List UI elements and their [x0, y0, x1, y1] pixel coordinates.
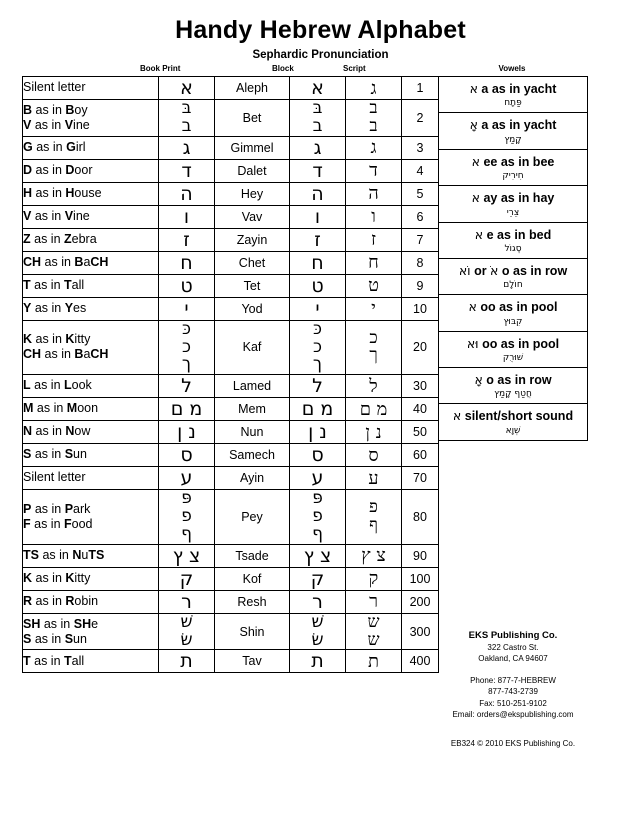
table-row: [23, 567, 439, 590]
column-header-book-print: Book Print: [140, 64, 181, 73]
table-row: [23, 136, 439, 159]
letter-block-cell: ו: [290, 205, 346, 228]
letter-script-cell: נ ן: [346, 421, 402, 444]
letter-numeric-value-cell: 6: [402, 205, 439, 228]
letter-name-cell: Shin: [215, 613, 290, 650]
letter-block-cell: א: [290, 77, 346, 100]
letter-sound-cell: S as in Sun: [23, 444, 159, 467]
letter-block-cell: ת: [290, 650, 346, 673]
letter-script-cell: כ ך: [346, 320, 402, 375]
letter-script-cell: ל: [346, 375, 402, 398]
vowel-row: [439, 113, 587, 149]
table-row: [23, 100, 439, 137]
table-row: [23, 544, 439, 567]
letter-name-cell: Pey: [215, 490, 290, 545]
letter-script-cell: ט: [346, 274, 402, 297]
table-row: [23, 228, 439, 251]
vowel-name: סֶגוֹל: [504, 243, 522, 254]
letter-numeric-value-cell: 400: [402, 650, 439, 673]
column-header-vowels: Vowels: [498, 64, 526, 73]
letter-name-cell: Gimmel: [215, 136, 290, 159]
vowels-table: [438, 76, 588, 441]
table-row: [23, 274, 439, 297]
letter-sound-cell: K as in Kitty CH as in BaCH: [23, 320, 159, 375]
letter-block-cell: ל: [290, 375, 346, 398]
vowel-row: [439, 295, 587, 331]
table-row: [23, 590, 439, 613]
vowel-sound: א oo as in pool: [468, 299, 558, 315]
letter-numeric-value-cell: 50: [402, 421, 439, 444]
letter-script-cell: י: [346, 297, 402, 320]
letter-block-cell: ח: [290, 251, 346, 274]
letter-book-print-cell: ד: [159, 159, 215, 182]
letter-numeric-value-cell: 300: [402, 613, 439, 650]
letter-block-cell: כּ כ ך: [290, 320, 346, 375]
table-row: [23, 613, 439, 650]
letter-book-print-cell: ל: [159, 375, 215, 398]
letter-block-cell: ג: [290, 136, 346, 159]
letter-book-print-cell: ג: [159, 136, 215, 159]
letter-sound-cell: H as in House: [23, 182, 159, 205]
letter-book-print-cell: ס: [159, 444, 215, 467]
letter-name-cell: Zayin: [215, 228, 290, 251]
letter-sound-cell: T as in Tall: [23, 274, 159, 297]
vowel-name: חִירִיק: [502, 171, 524, 182]
vowel-sound: אָ a as in yacht: [469, 117, 557, 133]
letter-sound-cell: G as in Girl: [23, 136, 159, 159]
letter-book-print-cell: ר: [159, 590, 215, 613]
letter-sound-cell: V as in Vine: [23, 205, 159, 228]
letter-numeric-value-cell: 2: [402, 100, 439, 137]
letter-numeric-value-cell: 20: [402, 320, 439, 375]
letter-numeric-value-cell: 100: [402, 567, 439, 590]
table-row: [23, 159, 439, 182]
letter-script-cell: פ ף: [346, 490, 402, 545]
letter-book-print-cell: ה: [159, 182, 215, 205]
letter-name-cell: Chet: [215, 251, 290, 274]
letter-script-cell: ה: [346, 182, 402, 205]
letter-sound-cell: CH as in BaCH: [23, 251, 159, 274]
table-row: [23, 650, 439, 673]
vowel-row: [439, 77, 587, 113]
vowel-sound: אָ o as in row: [474, 372, 552, 387]
publisher-phone-alt: 877-743-2739: [488, 687, 538, 697]
letter-book-print-cell: י: [159, 297, 215, 320]
letter-numeric-value-cell: 5: [402, 182, 439, 205]
letter-sound-cell: R as in Robin: [23, 590, 159, 613]
letter-block-cell: ע: [290, 467, 346, 490]
letter-numeric-value-cell: 3: [402, 136, 439, 159]
letter-script-cell: ס: [346, 444, 402, 467]
letter-script-cell: ר: [346, 590, 402, 613]
publisher-address-line2: Oakland, CA 94607: [478, 653, 548, 663]
letter-name-cell: Hey: [215, 182, 290, 205]
letter-book-print-cell: ז: [159, 228, 215, 251]
letter-name-cell: Ayin: [215, 467, 290, 490]
alphabet-table: [22, 76, 439, 673]
letter-sound-cell: M as in Moon: [23, 398, 159, 421]
publisher-email: Email: orders@ekspublishing.com: [452, 710, 574, 720]
letter-block-cell: צ ץ: [290, 544, 346, 567]
vowel-name: חֲטַף קָמַץ: [494, 389, 532, 400]
letter-block-cell: פּ פ ף: [290, 490, 346, 545]
column-header-block: Block: [272, 64, 294, 73]
letter-script-cell: ק: [346, 567, 402, 590]
letter-script-cell: מ ם: [346, 398, 402, 421]
vowel-sound: א silent/short sound: [452, 408, 574, 424]
publisher-code: EB324 © 2010 EKS Publishing Co.: [450, 738, 576, 748]
letter-name-cell: Samech: [215, 444, 290, 467]
letter-script-cell: ח: [346, 251, 402, 274]
table-row: [23, 467, 439, 490]
letter-numeric-value-cell: 30: [402, 375, 439, 398]
column-header-script: Script: [343, 64, 366, 73]
publisher-fax: Fax: 510-251-9102: [479, 698, 547, 708]
letter-script-cell: ז: [346, 228, 402, 251]
letter-script-cell: ע: [346, 467, 402, 490]
letter-sound-cell: SH as in SHe S as in Sun: [23, 613, 159, 650]
letter-block-cell: שׁ שׂ: [290, 613, 346, 650]
letter-book-print-cell: נ ן: [159, 421, 215, 444]
letter-numeric-value-cell: 40: [402, 398, 439, 421]
letter-name-cell: Lamed: [215, 375, 290, 398]
letter-sound-cell: Z as in Zebra: [23, 228, 159, 251]
letter-script-cell: ד: [346, 159, 402, 182]
letter-script-cell: צ ץ: [346, 544, 402, 567]
letter-name-cell: Bet: [215, 100, 290, 137]
vowel-sound: א e as in bed: [474, 226, 552, 242]
table-row: [23, 320, 439, 375]
vowel-sound: א a as in yacht: [469, 81, 557, 96]
letter-name-cell: Mem: [215, 398, 290, 421]
letter-sound-cell: L as in Look: [23, 375, 159, 398]
letter-name-cell: Yod: [215, 297, 290, 320]
column-headers: [22, 64, 432, 76]
vowel-row: [439, 404, 587, 439]
letter-numeric-value-cell: 1: [402, 77, 439, 100]
letter-sound-cell: B as in Boy V as in Vine: [23, 100, 159, 137]
letter-block-cell: י: [290, 297, 346, 320]
letter-numeric-value-cell: 60: [402, 444, 439, 467]
letter-numeric-value-cell: 80: [402, 490, 439, 545]
letter-book-print-cell: א: [159, 77, 215, 100]
publisher-address-line1: 322 Castro St.: [487, 643, 539, 652]
letter-sound-cell: TS as in NuTS: [23, 544, 159, 567]
vowel-row: [439, 259, 587, 295]
letter-block-cell: ר: [290, 590, 346, 613]
letter-book-print-cell: בּ ב: [159, 100, 215, 137]
vowel-sound: א ee as in bee: [471, 153, 555, 169]
vowel-name: פַּתָח: [504, 98, 522, 109]
letter-sound-cell: Y as in Yes: [23, 297, 159, 320]
table-row: [23, 205, 439, 228]
letter-name-cell: Kof: [215, 567, 290, 590]
vowel-row: [439, 223, 587, 259]
vowel-name: חוֹלָם: [503, 280, 523, 291]
alphabet-table-body: [23, 77, 439, 673]
vowel-name: שׁוּרֻק: [502, 353, 524, 363]
letter-sound-cell: N as in Now: [23, 421, 159, 444]
letter-block-cell: נ ן: [290, 421, 346, 444]
letter-block-cell: ק: [290, 567, 346, 590]
letter-name-cell: Resh: [215, 590, 290, 613]
letter-script-cell: ו: [346, 205, 402, 228]
table-row: [23, 182, 439, 205]
letter-book-print-cell: צ ץ: [159, 544, 215, 567]
table-row: [23, 77, 439, 100]
letter-name-cell: Tsade: [215, 544, 290, 567]
letter-name-cell: Dalet: [215, 159, 290, 182]
vowel-sound: וּא oo as in pool: [466, 335, 560, 351]
letter-block-cell: ד: [290, 159, 346, 182]
page-subtitle: Sephardic Pronunciation: [252, 49, 389, 61]
vowel-name: צֵרֵי: [506, 207, 520, 218]
vowel-row: [439, 150, 587, 186]
letter-book-print-cell: ת: [159, 650, 215, 673]
letter-numeric-value-cell: 8: [402, 251, 439, 274]
letter-sound-cell: D as in Door: [23, 159, 159, 182]
vowel-name: קָמַץ: [504, 134, 522, 145]
letter-book-print-cell: כּ כ ך: [159, 320, 215, 375]
table-row: [23, 421, 439, 444]
publisher-block: [438, 630, 588, 748]
letter-numeric-value-cell: 9: [402, 274, 439, 297]
letter-book-print-cell: ק: [159, 567, 215, 590]
letter-name-cell: Tav: [215, 650, 290, 673]
letter-numeric-value-cell: 200: [402, 590, 439, 613]
letter-sound-cell: P as in Park F as in Food: [23, 490, 159, 545]
letter-book-print-cell: ט: [159, 274, 215, 297]
letter-numeric-value-cell: 70: [402, 467, 439, 490]
letter-script-cell: ת: [346, 650, 402, 673]
letter-script-cell: ב ב: [346, 100, 402, 137]
letter-name-cell: Aleph: [215, 77, 290, 100]
letter-numeric-value-cell: 10: [402, 297, 439, 320]
letter-book-print-cell: מ ם: [159, 398, 215, 421]
letter-sound-cell: T as in Tall: [23, 650, 159, 673]
letter-block-cell: מ ם: [290, 398, 346, 421]
vowel-name: שְׁוָא: [505, 425, 521, 436]
vowel-sound: א ay as in hay: [471, 190, 555, 206]
vowel-row: [439, 186, 587, 222]
vowel-name: קִבּוּץ: [503, 316, 523, 327]
letter-block-cell: בּ ב: [290, 100, 346, 137]
letter-book-print-cell: ח: [159, 251, 215, 274]
letter-block-cell: ס: [290, 444, 346, 467]
vowel-row: [439, 368, 587, 404]
letter-name-cell: Tet: [215, 274, 290, 297]
letter-script-cell: ג: [346, 136, 402, 159]
letter-numeric-value-cell: 4: [402, 159, 439, 182]
letter-sound-cell: Silent letter: [23, 467, 159, 490]
letter-numeric-value-cell: 7: [402, 228, 439, 251]
letter-script-cell: ג: [346, 77, 402, 100]
letter-name-cell: Kaf: [215, 320, 290, 375]
letter-name-cell: Nun: [215, 421, 290, 444]
letter-book-print-cell: פּ פ ף: [159, 490, 215, 545]
table-row: [23, 251, 439, 274]
letter-name-cell: Vav: [215, 205, 290, 228]
table-row: [23, 398, 439, 421]
letter-block-cell: ז: [290, 228, 346, 251]
letter-block-cell: ה: [290, 182, 346, 205]
letter-book-print-cell: ו: [159, 205, 215, 228]
table-row: [23, 490, 439, 545]
letter-book-print-cell: שׁ שׂ: [159, 613, 215, 650]
table-row: [23, 375, 439, 398]
vowel-sound: וֹא or אֹ o as in row: [458, 262, 568, 278]
letter-sound-cell: Silent letter: [23, 77, 159, 100]
vowel-row: [439, 332, 587, 368]
letter-book-print-cell: ע: [159, 467, 215, 490]
letter-script-cell: ש ש: [346, 613, 402, 650]
letter-numeric-value-cell: 90: [402, 544, 439, 567]
publisher-name: EKS Publishing Co.: [468, 630, 558, 641]
table-row: [23, 444, 439, 467]
publisher-phone: Phone: 877-7-HEBREW: [470, 675, 556, 685]
letter-sound-cell: K as in Kitty: [23, 567, 159, 590]
letter-block-cell: ט: [290, 274, 346, 297]
page-title: Handy Hebrew Alphabet: [175, 16, 466, 44]
table-row: [23, 297, 439, 320]
